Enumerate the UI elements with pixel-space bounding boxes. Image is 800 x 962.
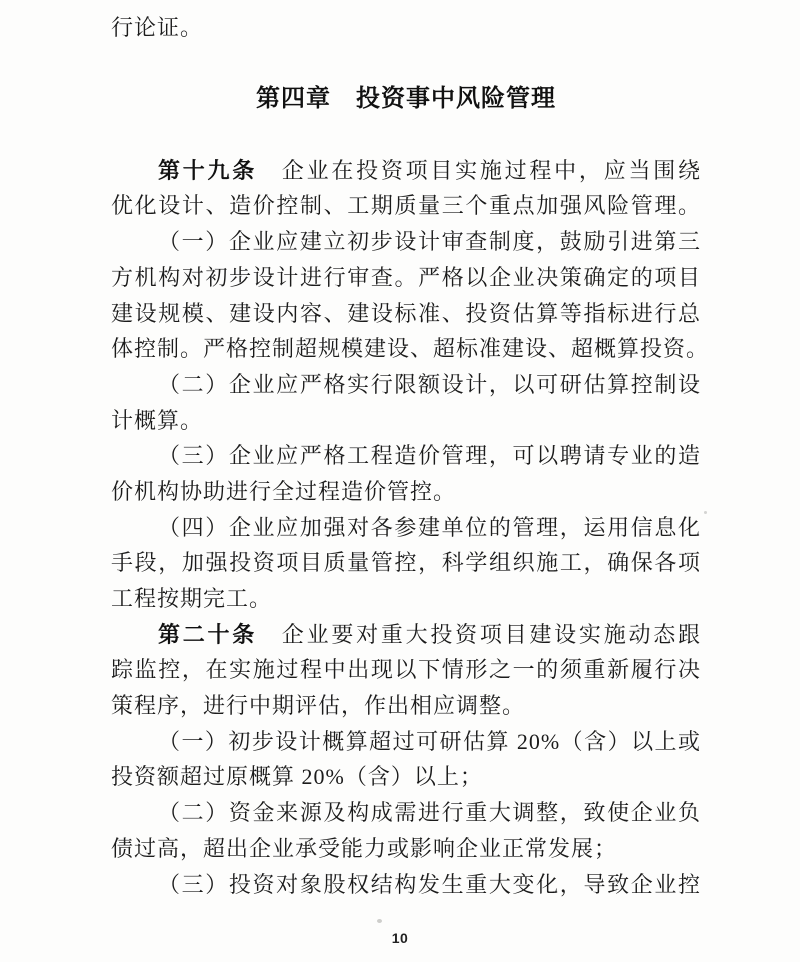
text-segment: 建设规模、建设内容、建设标准、投资估算等指标进行总 <box>111 300 701 326</box>
document-body <box>111 153 710 902</box>
text-segment: （一）企业应建立初步设计审查制度，鼓励引进第三 <box>158 229 701 255</box>
document-line <box>111 724 701 760</box>
document-line <box>111 296 701 332</box>
text-segment: 债过高，超出企业承受能力或影响企业正常发展； <box>111 835 618 861</box>
document-line <box>111 617 701 653</box>
text-segment: 方机构对初步设计进行审查。严格以企业决策确定的项目 <box>111 264 701 290</box>
document-line <box>111 153 701 189</box>
text-segment: 企业在投资项目实施过程中，应当围绕 <box>257 157 701 183</box>
text-segment: 计概算。 <box>111 407 204 433</box>
document-line <box>111 581 701 617</box>
document-line <box>111 224 701 260</box>
text-segment: 工程按期完工。 <box>111 586 273 611</box>
text-segment: （三）投资对象股权结构发生重大变化，导致企业控 <box>158 871 701 897</box>
document-line <box>111 510 701 546</box>
text-segment: 手段，加强投资项目质量管控，科学组织施工，确保各项 <box>111 550 701 576</box>
text-segment: 踪监控，在实施过程中出现以下情形之一的须重新履行决 <box>111 657 701 683</box>
text-segment: （二）资金来源及构成需进行重大调整，致使企业负 <box>158 800 701 826</box>
document-line <box>111 367 701 403</box>
document-line <box>111 188 701 224</box>
article-number: 第十九条 <box>158 157 258 183</box>
text-segment: 优化设计、造价控制、工期质量三个重点加强风险管理。 <box>111 193 701 219</box>
chapter-heading: 第四章 投资事中风险管理 <box>256 85 556 113</box>
text-segment: （四）企业应加强对各参建单位的管理，运用信息化 <box>158 514 701 540</box>
text-segment: 价机构协助进行全过程造价管控。 <box>111 478 457 504</box>
text-segment: （一）初步设计概算超过可研估算 20%（含）以上或 <box>158 728 701 754</box>
text-segment: （二）企业应严格实行限额设计，以可研估算控制设 <box>158 371 701 397</box>
text-segment: 策程序，进行中期评估，作出相应调整。 <box>111 693 526 719</box>
spacer-row <box>111 117 701 153</box>
page-number: 10 <box>391 930 409 946</box>
scan-speck <box>377 919 382 923</box>
document-line <box>111 652 701 688</box>
text-segment: 体控制。严格控制超规模建设、超标准建设、超概算投资。 <box>111 336 710 362</box>
document-text-block <box>111 10 710 902</box>
document-line <box>111 438 701 474</box>
document-line <box>111 545 701 581</box>
continuation-line: 行论证。 <box>111 15 204 40</box>
document-line <box>111 403 701 439</box>
document-line <box>111 795 701 831</box>
document-line <box>111 474 701 510</box>
document-line <box>111 260 701 296</box>
document-line <box>111 688 701 724</box>
text-segment: 企业要对重大投资项目建设实施动态跟 <box>257 621 701 647</box>
document-line <box>111 331 710 367</box>
spacer-row <box>111 46 701 82</box>
document-line <box>111 867 701 903</box>
article-number: 第二十条 <box>158 621 258 647</box>
scan-speck <box>704 511 707 514</box>
text-segment: 投资额超过原概算 20%（含）以上； <box>111 764 483 790</box>
document-line <box>111 831 701 867</box>
document-line <box>111 759 701 795</box>
text-segment: （三）企业应严格工程造价管理，可以聘请专业的造 <box>158 443 701 469</box>
